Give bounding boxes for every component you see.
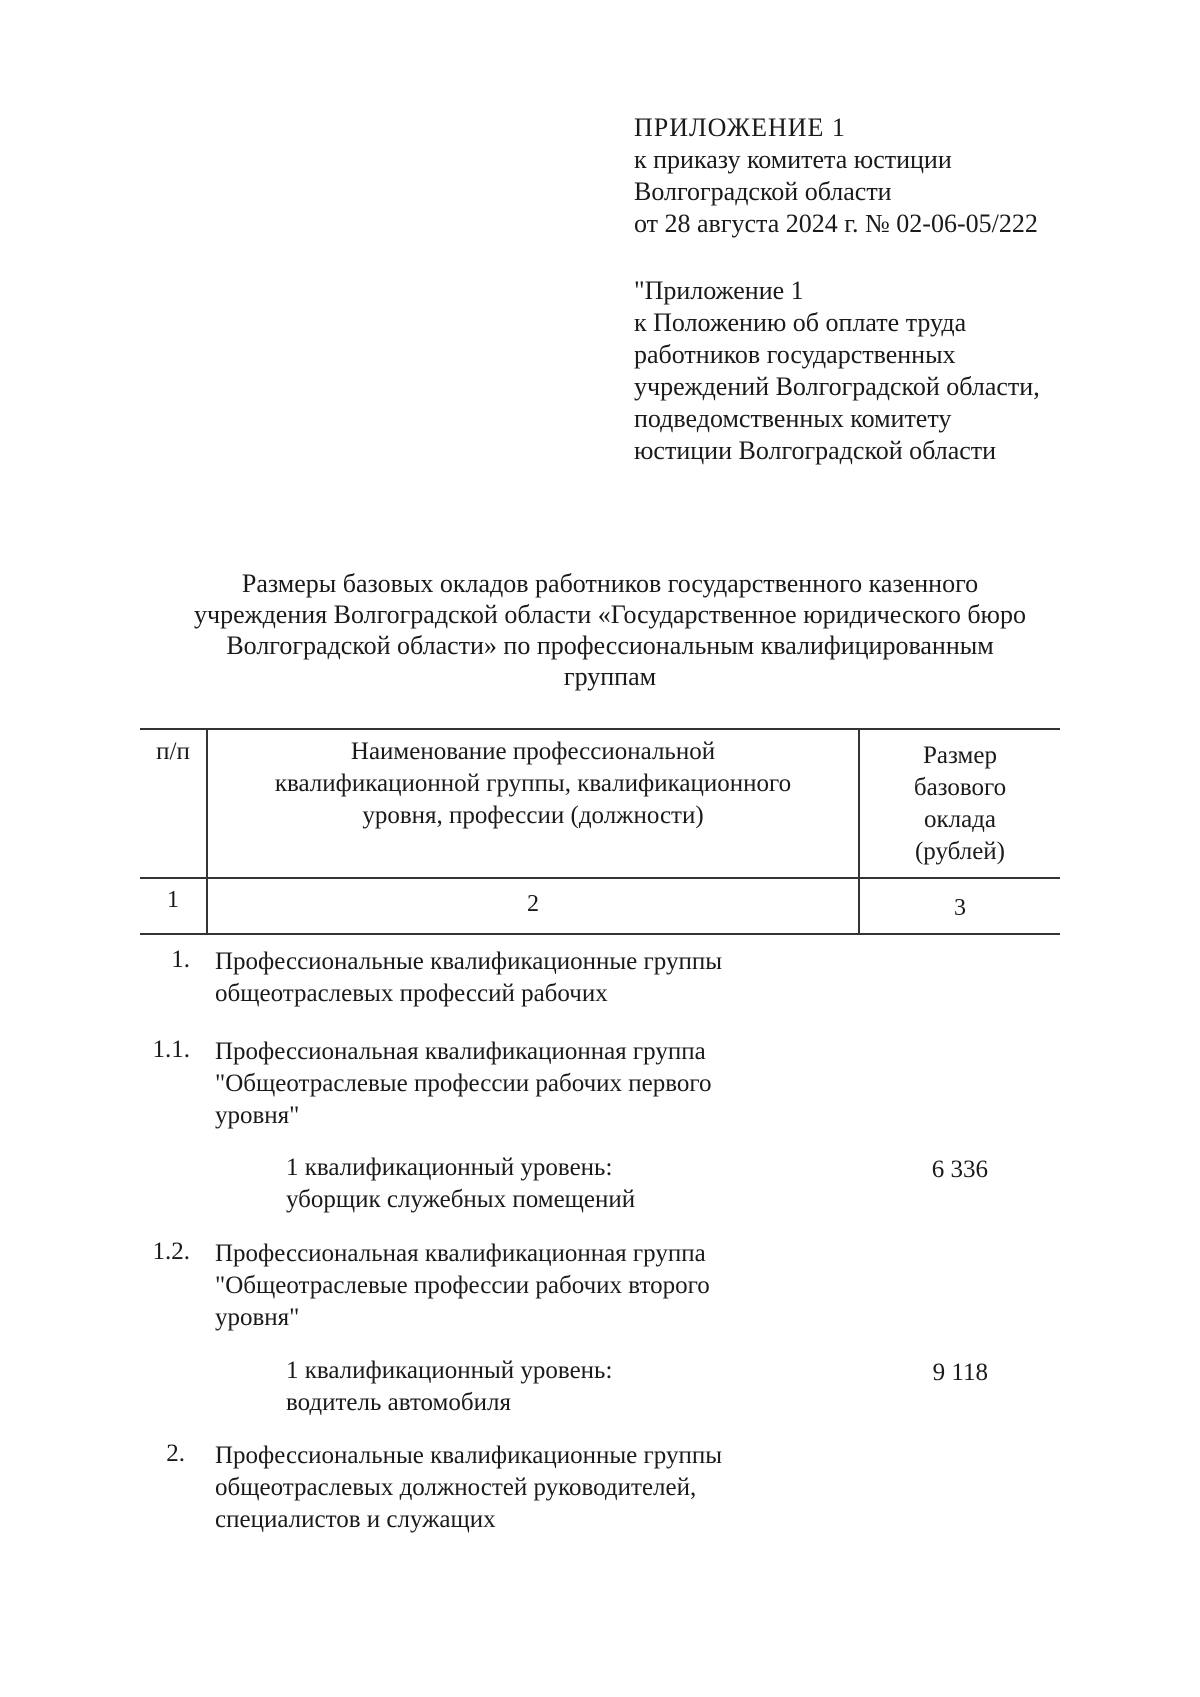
annex-line: к приказу комитета юстиции xyxy=(634,145,952,174)
subannex-header xyxy=(634,275,1040,467)
row-number: 1. xyxy=(171,946,190,973)
document-title xyxy=(140,568,1080,692)
header-col-number: п/п xyxy=(156,738,190,765)
row-text: Профессиональные квалификационные группы общеотраслевых должностей руководителей, специалистов и служащих xyxy=(215,1442,723,1533)
title-line: Размеры базовых окладов работников государственного казенного xyxy=(241,569,979,598)
subannex-line: учреждений Волгоградской области, xyxy=(634,372,1040,401)
table-header-rule xyxy=(140,877,1060,879)
subannex-line: юстиции Волгоградской области xyxy=(634,436,997,465)
table-top-rule xyxy=(140,728,1060,730)
header-col-salary: Размер базового оклада (рублей) xyxy=(913,742,1007,865)
subannex-line: "Приложение 1 xyxy=(634,276,804,305)
column-number-2: 2 xyxy=(527,891,539,917)
column-number-3: 3 xyxy=(954,895,966,921)
column-number-1: 1 xyxy=(167,887,179,913)
row-text: 1 квалификационный уровень: водитель автомобиля xyxy=(286,1357,613,1416)
annex-line: Волгоградской области xyxy=(634,177,892,206)
annex-line: от 28 августа 2024 г. № 02-06-05/222 xyxy=(634,209,1038,238)
row-text: Профессиональная квалификационная группа "Общеотраслевые профессии рабочих второго уровня" xyxy=(215,1240,710,1331)
title-line: группам xyxy=(563,662,657,691)
salary-value: 6 336 xyxy=(931,1156,988,1183)
subannex-line: работников государственных xyxy=(634,340,956,369)
row-number: 1.1. xyxy=(152,1036,190,1063)
header-col-name: Наименование профессиональной квалификационной группы, квалификационного уровня, профессии (должности) xyxy=(274,738,792,829)
salary-value: 9 118 xyxy=(932,1359,988,1386)
row-text: Профессиональные квалификационные группы общеотраслевых профессий рабочих xyxy=(215,948,723,1007)
row-text: 1 квалификационный уровень: уборщик служебных помещений xyxy=(286,1154,636,1213)
subannex-line: к Положению об оплате труда xyxy=(634,308,967,337)
title-line: учреждения Волгоградской области «Государственное юридического бюро xyxy=(194,600,1026,629)
annex-title: ПРИЛОЖЕНИЕ 1 xyxy=(634,113,846,142)
row-number: 1.2. xyxy=(152,1238,190,1265)
table-numbers-rule xyxy=(140,933,1060,935)
annex-header xyxy=(634,112,1038,240)
subannex-line: подведомственных комитету xyxy=(634,404,952,433)
title-line: Волгоградской области» по профессиональным квалифицированным xyxy=(226,631,994,660)
row-number: 2. xyxy=(166,1440,185,1467)
row-text: Профессиональная квалификационная группа "Общеотраслевые профессии рабочих первого уровня" xyxy=(215,1038,712,1129)
